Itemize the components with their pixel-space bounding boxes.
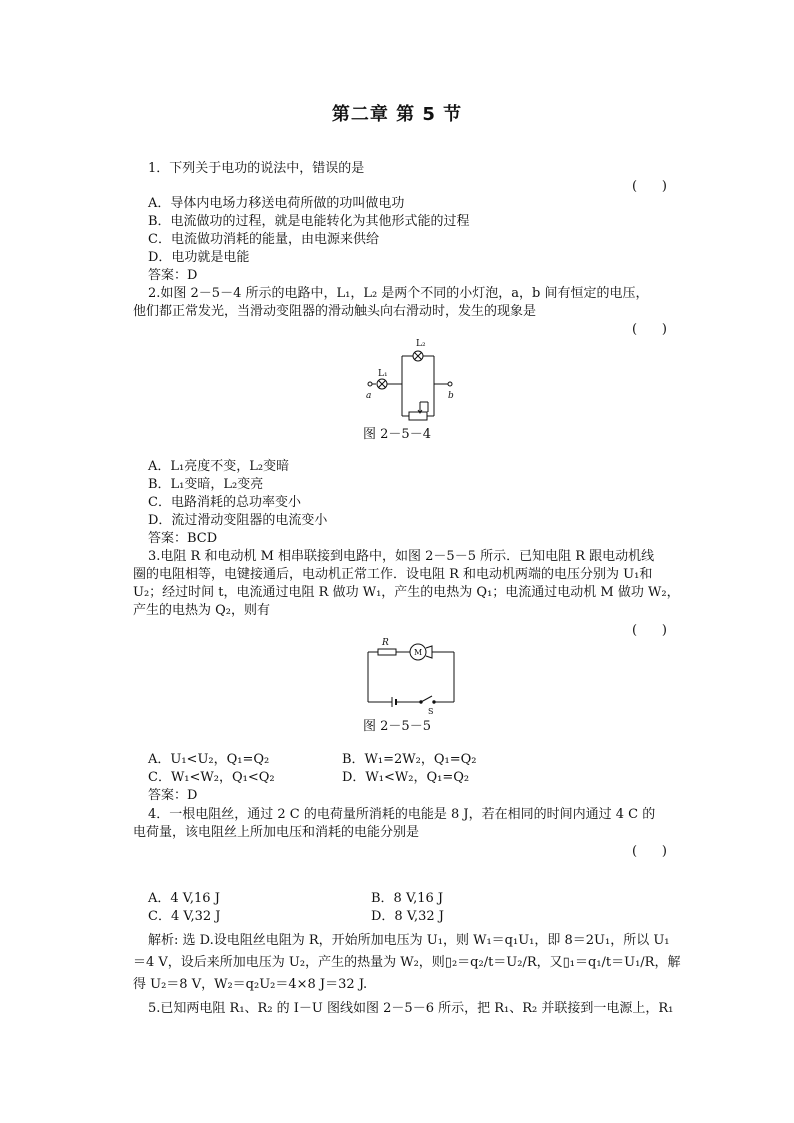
q3-stem-line2: 圈的电阻相等，电键接通后，电动机正常工作．设电阻 R 和电动机两端的电压分别为 U₁和 <box>133 567 653 582</box>
q1-answer-blank: ( ) <box>632 179 667 194</box>
label-a: a <box>366 391 372 401</box>
q2-option-a: A．L₁亮度不变，L₂变暗 <box>148 459 290 474</box>
label-l2: L₂ <box>416 339 426 349</box>
q1-option-d: D．电功就是电能 <box>148 250 250 265</box>
q1-option-a: A．导体内电场力移送电荷所做的功叫做电功 <box>148 196 405 211</box>
figure-2-5-4-caption: 图 2－5－4 <box>363 427 431 442</box>
q4-analysis-line2: ＝4 V，设后来所加电压为 U₂，产生的热量为 W₂，则▯₂＝q₂/t＝U₂/R，又▯₁＝q₁/t＝U₁/R，解 <box>133 955 681 970</box>
q4-analysis-line3: 得 U₂＝8 V，W₂＝q₂U₂＝4×8 J＝32 J. <box>133 977 368 992</box>
page-title: 第二章 第 5 节 <box>331 104 463 125</box>
q4-option-d: D．8 V,32 J <box>371 909 444 924</box>
q3-answer: 答案：D <box>148 788 198 803</box>
q3-option-a: A．U₁<U₂，Q₁=Q₂ <box>148 752 270 767</box>
q4-option-b: B．8 V,16 J <box>371 891 444 906</box>
q2-answer-blank: ( ) <box>632 322 667 337</box>
label-l1: L₁ <box>378 369 388 379</box>
q1-answer: 答案：D <box>148 268 198 283</box>
label-r: R <box>382 638 389 648</box>
q4-option-a: A．4 V,16 J <box>148 891 220 906</box>
q3-answer-blank: ( ) <box>632 623 667 638</box>
q2-option-b: B．L₁变暗，L₂变亮 <box>148 477 264 492</box>
q3-stem-line3: U₂；经过时间 t，电流通过电阻 R 做功 W₁，产生的电热为 Q₁；电流通过电动机 M 做功 W₂， <box>133 585 680 600</box>
circuit-figure-2-5-5 <box>364 636 458 716</box>
q5-stem-line1: 5.已知两电阻 R₁、R₂ 的 I－U 图线如图 2－5－6 所示，把 R₁、R₂ 并联接到一电源上，R₁ <box>148 1001 674 1016</box>
q2-stem-line2: 他们都正常发光，当滑动变阻器的滑动触头向右滑动时，发生的现象是 <box>133 304 537 319</box>
label-s: S <box>428 707 434 716</box>
q1-option-b: B．电流做功的过程，就是电能转化为其他形式能的过程 <box>148 214 470 229</box>
label-b: b <box>448 391 454 401</box>
q3-stem-line4: 产生的电热为 Q₂，则有 <box>133 603 271 618</box>
q4-answer-blank: ( ) <box>632 844 667 859</box>
q4-analysis-line1: 解析: 选 D.设电阻丝电阻为 R，开始所加电压为 U₁，则 W₁＝q₁U₁，即 8＝2U₁，所以 U₁ <box>148 933 670 948</box>
q4-stem-line2: 电荷量，该电阻丝上所加电压和消耗的电能分别是 <box>133 825 420 840</box>
q2-answer: 答案：BCD <box>148 531 218 546</box>
q2-option-c: C．电路消耗的总功率变小 <box>148 495 301 510</box>
q2-stem-line1: 2.如图 2－5－4 所示的电路中，L₁，L₂ 是两个不同的小灯泡，a，b 间有恒定的电压， <box>148 286 649 301</box>
q1-stem: 1．下列关于电功的说法中，错误的是 <box>148 161 365 176</box>
q4-option-c: C．4 V,32 J <box>148 909 221 924</box>
q3-stem-line1: 3.电阻 R 和电动机 M 相串联接到电路中，如图 2－5－5 所示．已知电阻 R 跟电动机线 <box>148 549 655 564</box>
circuit-figure-2-5-4 <box>362 336 462 424</box>
q3-option-b: B．W₁=2W₂，Q₁=Q₂ <box>342 752 477 767</box>
figure-2-5-5-caption: 图 2－5－5 <box>363 719 431 734</box>
q4-stem-line1: 4．一根电阻丝，通过 2 C 的电荷量所消耗的电能是 8 J，若在相同的时间内通过 4 C 的 <box>148 807 656 822</box>
q1-option-c: C．电流做功消耗的能量，由电源来供给 <box>148 232 379 247</box>
q3-option-c: C．W₁<W₂，Q₁<Q₂ <box>148 770 275 785</box>
q3-option-d: D．W₁<W₂，Q₁=Q₂ <box>342 770 470 785</box>
q2-option-d: D．流过滑动变阻器的电流变小 <box>148 513 328 528</box>
label-m: M <box>414 648 423 657</box>
